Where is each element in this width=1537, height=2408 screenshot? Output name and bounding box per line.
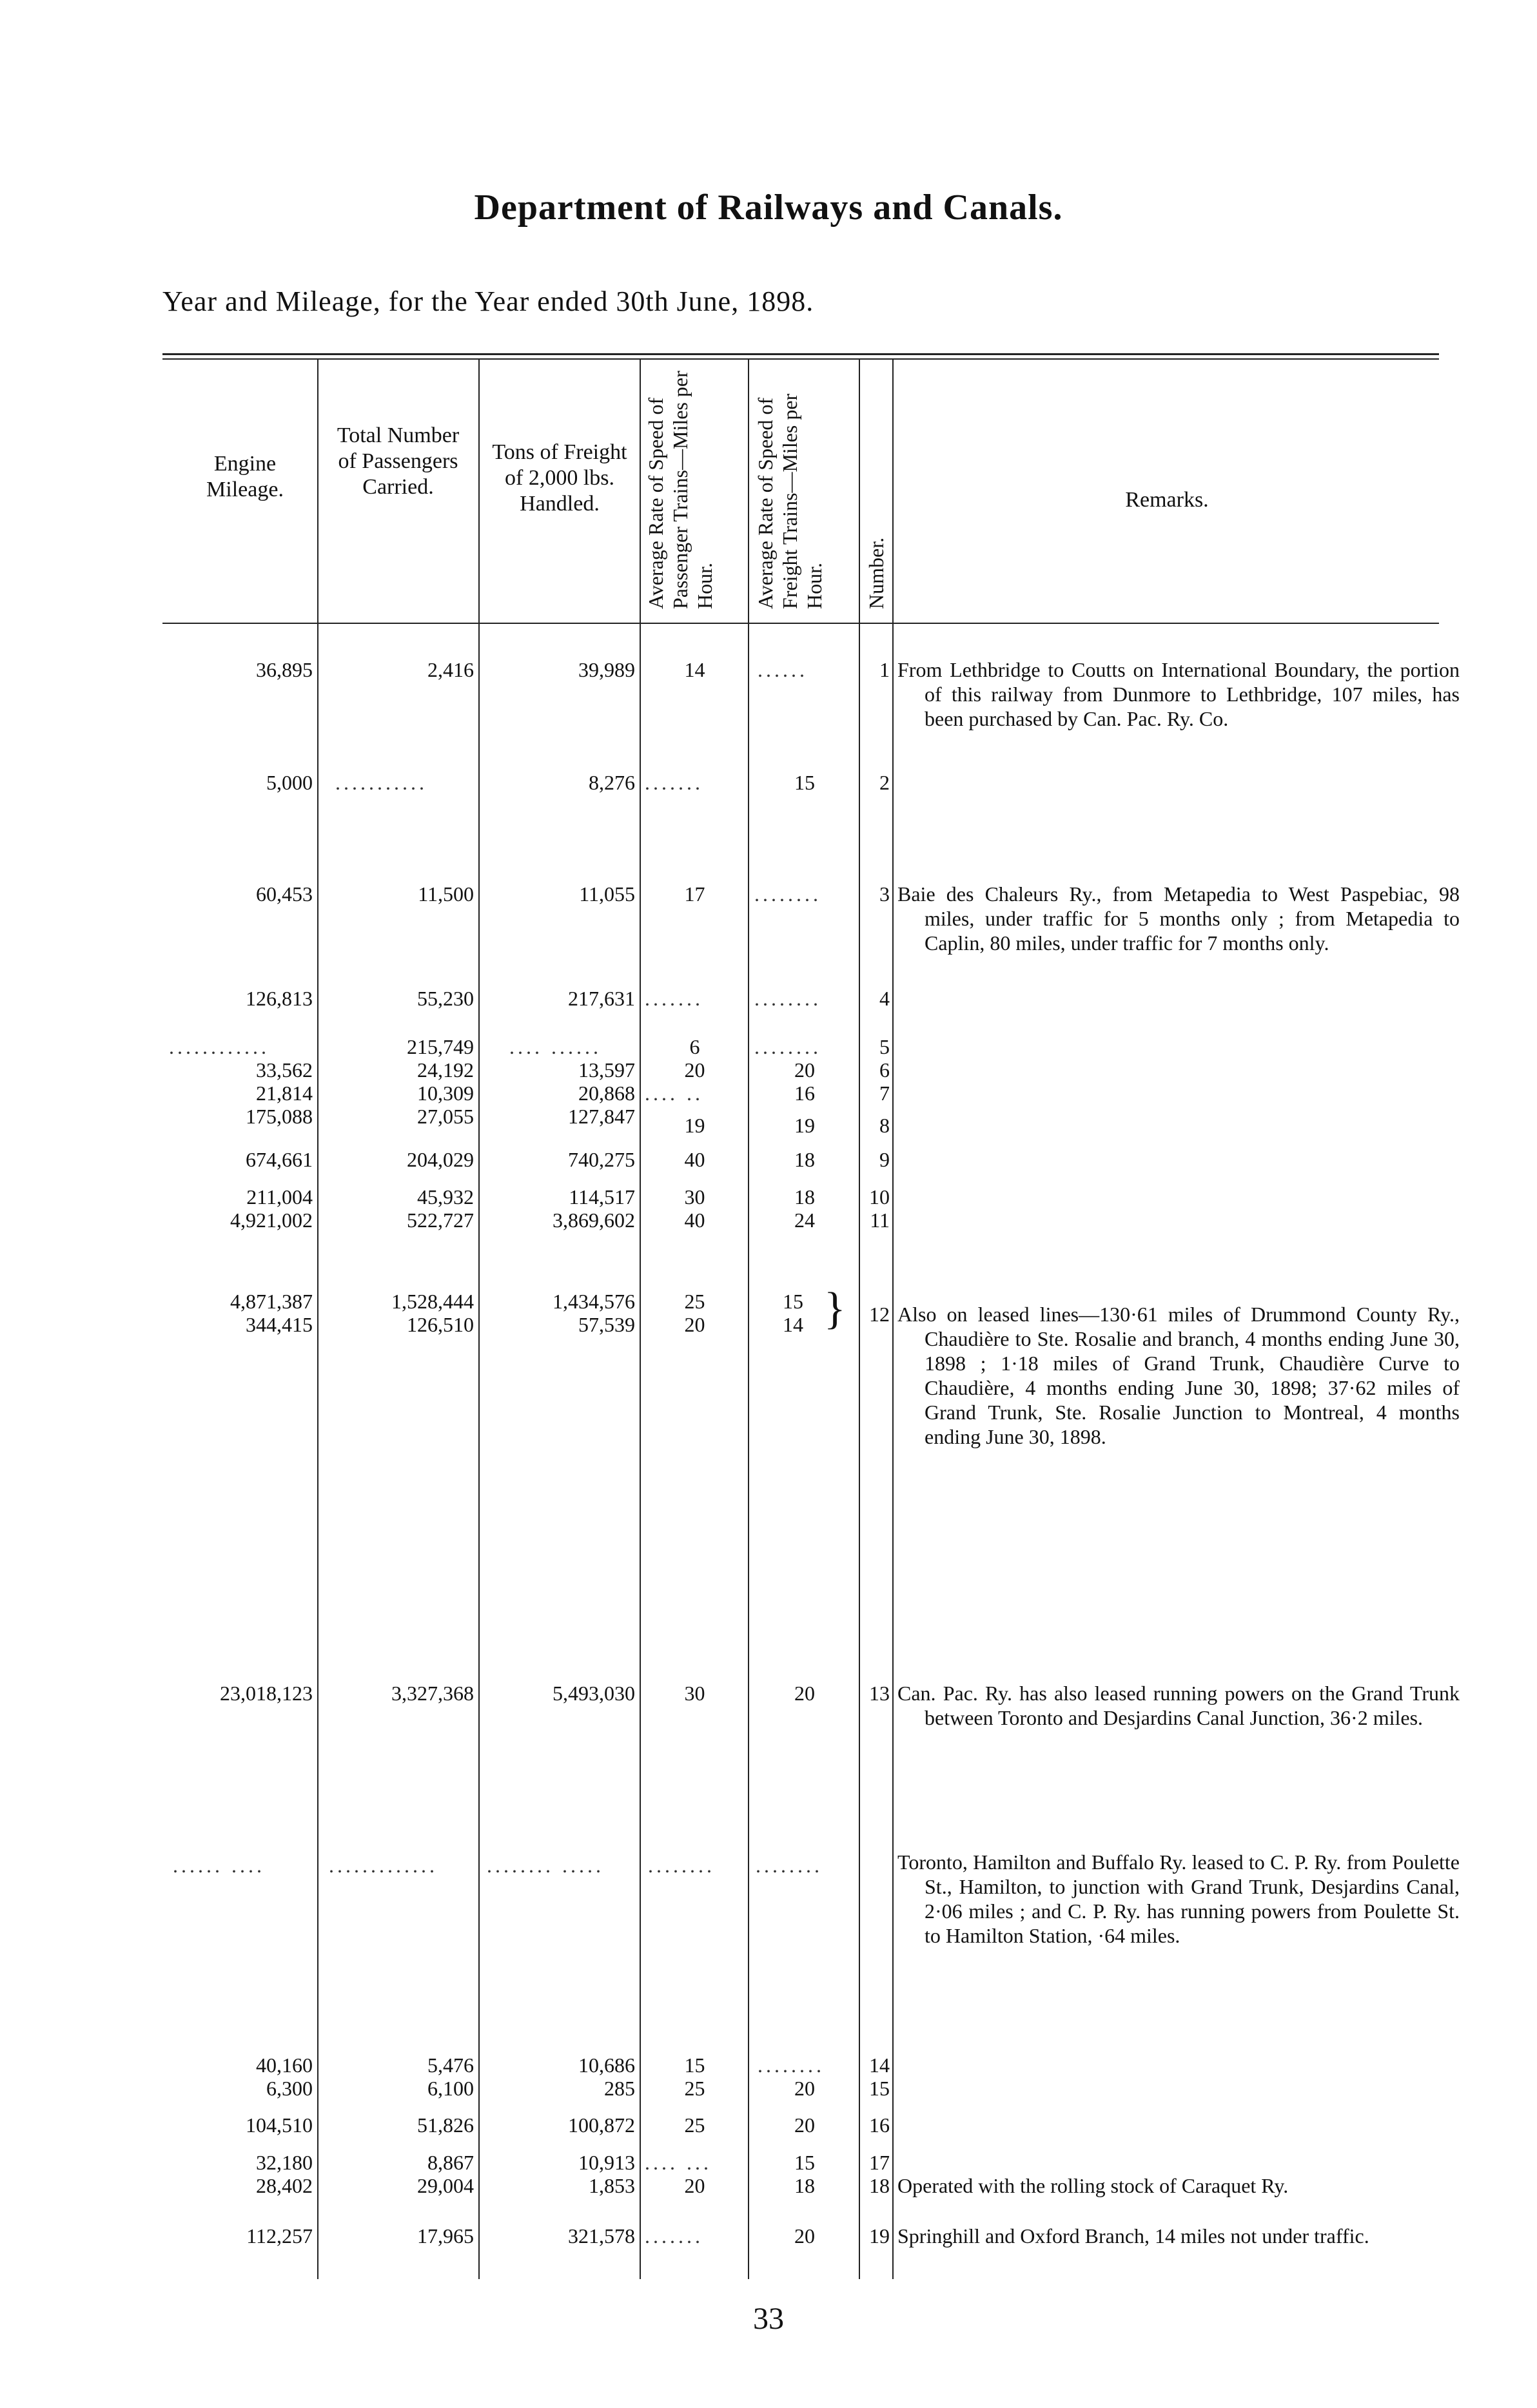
row11-freight: 3,869,602 bbox=[553, 1209, 635, 1232]
row16-pspeed: 25 bbox=[684, 2113, 705, 2137]
page-title: Department of Railways and Canals. bbox=[474, 188, 1063, 228]
row13-mileage: 23,018,123 bbox=[220, 1682, 313, 1705]
row16-passengers: 51,826 bbox=[417, 2113, 474, 2137]
row12b-mileage: 344,415 bbox=[246, 1313, 313, 1336]
header-number-text: Number. bbox=[865, 537, 888, 609]
col-divider-1 bbox=[317, 358, 318, 2279]
row16-mileage: 104,510 bbox=[246, 2113, 313, 2137]
row14-fspeed-leader: ........ bbox=[758, 2054, 825, 2077]
row4-freight: 217,631 bbox=[568, 987, 635, 1010]
row8-mileage: 175,088 bbox=[246, 1105, 313, 1128]
row17-pspeed-leader: .... ... bbox=[645, 2151, 712, 2174]
row18-mileage: 28,402 bbox=[256, 2174, 313, 2197]
row1-mileage: 36,895 bbox=[256, 658, 313, 681]
remark-row13: Can. Pac. Ry. has also leased running powers on the Grand Trunk between Toronto and Desjardins Canal Junction, 36·2 miles. bbox=[897, 1682, 1460, 1729]
header-engine-mileage: Engine Mileage. bbox=[206, 452, 284, 501]
row12b-fspeed: 14 bbox=[783, 1313, 803, 1336]
row7-freight: 20,868 bbox=[578, 1082, 635, 1105]
thb-freight-leader: ........ ..... bbox=[487, 1854, 604, 1877]
row19-number: 19 bbox=[869, 2224, 890, 2248]
row5-passengers: 215,749 bbox=[407, 1035, 474, 1058]
row4-passengers: 55,230 bbox=[417, 987, 474, 1010]
header-bottom-rule bbox=[162, 623, 1439, 624]
row2-number: 2 bbox=[879, 771, 890, 794]
page-subtitle: Year and Mileage, for the Year ended 30th June, 1898. bbox=[162, 286, 814, 317]
row2-freight: 8,276 bbox=[589, 771, 635, 794]
col-divider-3 bbox=[640, 358, 641, 2279]
row18-freight: 1,853 bbox=[589, 2174, 635, 2197]
row19-mileage: 112,257 bbox=[246, 2224, 313, 2248]
row2-mileage: 5,000 bbox=[266, 771, 313, 794]
thb-passengers-leader: ............. bbox=[329, 1854, 438, 1877]
row6-freight: 13,597 bbox=[578, 1058, 635, 1082]
row4-pspeed-leader: ....... bbox=[645, 987, 703, 1010]
row10-mileage: 211,004 bbox=[246, 1185, 313, 1209]
row6-number: 6 bbox=[879, 1058, 890, 1082]
row16-number: 16 bbox=[869, 2113, 890, 2137]
row7-pspeed-leader: .... .. bbox=[645, 1082, 703, 1105]
row13-pspeed: 30 bbox=[684, 1682, 705, 1705]
row14-pspeed: 15 bbox=[684, 2054, 705, 2077]
row9-passengers: 204,029 bbox=[407, 1148, 474, 1171]
row2-pspeed-leader: ....... bbox=[645, 771, 703, 794]
col-divider-4 bbox=[748, 358, 749, 2279]
row1-pspeed: 14 bbox=[684, 658, 705, 681]
row12a-mileage: 4,871,387 bbox=[230, 1290, 313, 1313]
header-passengers: Total Number of Passengers Carried. bbox=[337, 423, 460, 499]
row12a-freight: 1,434,576 bbox=[553, 1290, 635, 1313]
row14-passengers: 5,476 bbox=[427, 2054, 474, 2077]
row12b-pspeed: 20 bbox=[684, 1313, 705, 1336]
row18-pspeed: 20 bbox=[684, 2174, 705, 2197]
row12-number: 12 bbox=[869, 1303, 890, 1326]
row10-fspeed: 18 bbox=[794, 1185, 815, 1209]
row3-freight: 11,055 bbox=[579, 882, 635, 906]
row19-fspeed: 20 bbox=[794, 2224, 815, 2248]
row18-passengers: 29,004 bbox=[417, 2174, 474, 2197]
row19-pspeed-leader: ....... bbox=[645, 2224, 703, 2248]
row11-number: 11 bbox=[870, 1209, 890, 1232]
row3-passengers: 11,500 bbox=[418, 882, 474, 906]
page-number: 33 bbox=[753, 2302, 784, 2336]
row4-fspeed-leader: ........ bbox=[754, 987, 821, 1010]
row5-freight-leader: .... ...... bbox=[509, 1035, 602, 1058]
row6-pspeed: 20 bbox=[684, 1058, 705, 1082]
row15-pspeed: 25 bbox=[684, 2077, 705, 2100]
row9-number: 9 bbox=[879, 1148, 890, 1171]
row4-number: 4 bbox=[879, 987, 890, 1010]
row16-fspeed: 20 bbox=[794, 2113, 815, 2137]
row7-fspeed: 16 bbox=[794, 1082, 815, 1105]
table-top-rule bbox=[162, 353, 1439, 355]
row11-mileage: 4,921,002 bbox=[230, 1209, 313, 1232]
row3-mileage: 60,453 bbox=[256, 882, 313, 906]
row6-passengers: 24,192 bbox=[417, 1058, 474, 1082]
header-passenger-speed bbox=[643, 364, 717, 609]
row15-number: 15 bbox=[869, 2077, 890, 2100]
row8-freight: 127,847 bbox=[568, 1105, 635, 1128]
row13-passengers: 3,327,368 bbox=[391, 1682, 474, 1705]
row12b-passengers: 126,510 bbox=[407, 1313, 474, 1336]
header-freight-speed-text: Average Rate of Speed of Freight Trains—Miles per Hour. bbox=[754, 393, 826, 609]
row17-freight: 10,913 bbox=[578, 2151, 635, 2174]
row6-fspeed: 20 bbox=[794, 1058, 815, 1082]
row10-passengers: 45,932 bbox=[417, 1185, 474, 1209]
row14-mileage: 40,160 bbox=[256, 2054, 313, 2077]
col-divider-2 bbox=[478, 358, 480, 2279]
row11-pspeed: 40 bbox=[684, 1209, 705, 1232]
row10-number: 10 bbox=[869, 1185, 890, 1209]
row8-number: 8 bbox=[879, 1114, 890, 1137]
thb-fspeed-leader: ........ bbox=[756, 1854, 823, 1877]
row3-number: 3 bbox=[879, 882, 890, 906]
row13-number: 13 bbox=[869, 1682, 890, 1705]
thb-pspeed-leader: ........ bbox=[648, 1854, 715, 1877]
row5-fspeed-leader: ........ bbox=[754, 1035, 821, 1058]
row12a-pspeed: 25 bbox=[684, 1290, 705, 1313]
table-top-rule-2 bbox=[162, 358, 1439, 360]
row10-freight: 114,517 bbox=[569, 1185, 635, 1209]
row3-pspeed: 17 bbox=[684, 882, 705, 906]
row3-fspeed-leader: ........ bbox=[754, 882, 821, 906]
row9-mileage: 674,661 bbox=[246, 1148, 313, 1171]
row19-passengers: 17,965 bbox=[417, 2224, 474, 2248]
row17-fspeed: 15 bbox=[794, 2151, 815, 2174]
header-freight-speed bbox=[753, 364, 827, 609]
row9-freight: 740,275 bbox=[568, 1148, 635, 1171]
row6-mileage: 33,562 bbox=[256, 1058, 313, 1082]
row10-pspeed: 30 bbox=[684, 1185, 705, 1209]
remark-row18: Operated with the rolling stock of Caraquet Ry. bbox=[897, 2174, 1289, 2197]
row2-passengers-leader: ........... bbox=[335, 771, 427, 794]
row5-number: 5 bbox=[879, 1035, 890, 1058]
row5-pspeed: 6 bbox=[689, 1035, 700, 1058]
row15-fspeed: 20 bbox=[794, 2077, 815, 2100]
row4-mileage: 126,813 bbox=[246, 987, 313, 1010]
remark-row19: Springhill and Oxford Branch, 14 miles not under traffic. bbox=[897, 2224, 1369, 2248]
row14-freight: 10,686 bbox=[578, 2054, 635, 2077]
row17-passengers: 8,867 bbox=[427, 2151, 474, 2174]
row1-passengers: 2,416 bbox=[427, 658, 474, 681]
row7-number: 7 bbox=[879, 1082, 890, 1105]
row12a-fspeed: 15 bbox=[783, 1290, 803, 1313]
row8-pspeed: 19 bbox=[684, 1114, 705, 1137]
row15-freight: 285 bbox=[604, 2077, 635, 2100]
row1-number: 1 bbox=[879, 658, 890, 681]
row11-passengers: 522,727 bbox=[407, 1209, 474, 1232]
row9-pspeed: 40 bbox=[684, 1148, 705, 1171]
header-remarks: Remarks. bbox=[1125, 488, 1209, 512]
row9-fspeed: 18 bbox=[794, 1148, 815, 1171]
row13-freight: 5,493,030 bbox=[553, 1682, 635, 1705]
header-number bbox=[864, 364, 888, 609]
row8-fspeed: 19 bbox=[794, 1114, 815, 1137]
header-freight: Tons of Freight of 2,000 lbs. Handled. bbox=[492, 440, 627, 516]
remark-row1: From Lethbridge to Coutts on International Boundary, the portion of this railway from Dunmore to Lethbridge, 107 miles, has been purchased by Can. Pac. Ry. Co. bbox=[897, 658, 1460, 730]
remark-row12: Also on leased lines—130·61 miles of Drummond County Ry., Chaudière to Ste. Rosalie and branch, 4 months ending June 30, 1898 ; 1·18 miles of Grand Trunk, Chaudière Curve to Chaudière, 4 months ending June 30, 1898; 37·62 miles of Grand Trunk, Ste. Rosalie Junction to Montreal, 4 months ending June 30, 1898. bbox=[897, 1303, 1460, 1448]
row18-number: 18 bbox=[869, 2174, 890, 2197]
row14-number: 14 bbox=[869, 2054, 890, 2077]
row13-fspeed: 20 bbox=[794, 1682, 815, 1705]
row11-fspeed: 24 bbox=[794, 1209, 815, 1232]
row7-mileage: 21,814 bbox=[256, 1082, 313, 1105]
row12b-freight: 57,539 bbox=[578, 1313, 635, 1336]
remark-thb: Toronto, Hamilton and Buffalo Ry. leased to C. P. Ry. from Poulette St., Hamilton, to junction with Grand Trunk, Desjardins Canal, 2·06 miles ; and C. P. Ry. has running powers from Poulette St. to Hamilton Station, ·64 miles. bbox=[897, 1850, 1460, 1947]
row5-mileage-leader: ............ bbox=[169, 1035, 269, 1058]
row18-fspeed: 18 bbox=[794, 2174, 815, 2197]
row12a-passengers: 1,528,444 bbox=[391, 1290, 474, 1313]
row8-passengers: 27,055 bbox=[417, 1105, 474, 1128]
header-passenger-speed-text: Average Rate of Speed of Passenger Trains—Miles per Hour. bbox=[644, 371, 716, 609]
row12-brace-icon: } bbox=[824, 1284, 846, 1334]
row15-passengers: 6,100 bbox=[427, 2077, 474, 2100]
row16-freight: 100,872 bbox=[568, 2113, 635, 2137]
row19-freight: 321,578 bbox=[568, 2224, 635, 2248]
col-divider-6 bbox=[892, 358, 894, 2279]
row2-fspeed: 15 bbox=[794, 771, 815, 794]
row1-fspeed-leader: ...... bbox=[758, 658, 808, 681]
row17-number: 17 bbox=[869, 2151, 890, 2174]
remark-row3: Baie des Chaleurs Ry., from Metapedia to West Paspebiac, 98 miles, under traffic for 5 months only ; from Metapedia to Caplin, 80 miles, under traffic for 7 months only. bbox=[897, 882, 1460, 955]
row17-mileage: 32,180 bbox=[256, 2151, 313, 2174]
row15-mileage: 6,300 bbox=[266, 2077, 313, 2100]
thb-mileage-leader: ...... .... bbox=[173, 1854, 265, 1877]
row1-freight: 39,989 bbox=[578, 658, 635, 681]
row7-passengers: 10,309 bbox=[417, 1082, 474, 1105]
